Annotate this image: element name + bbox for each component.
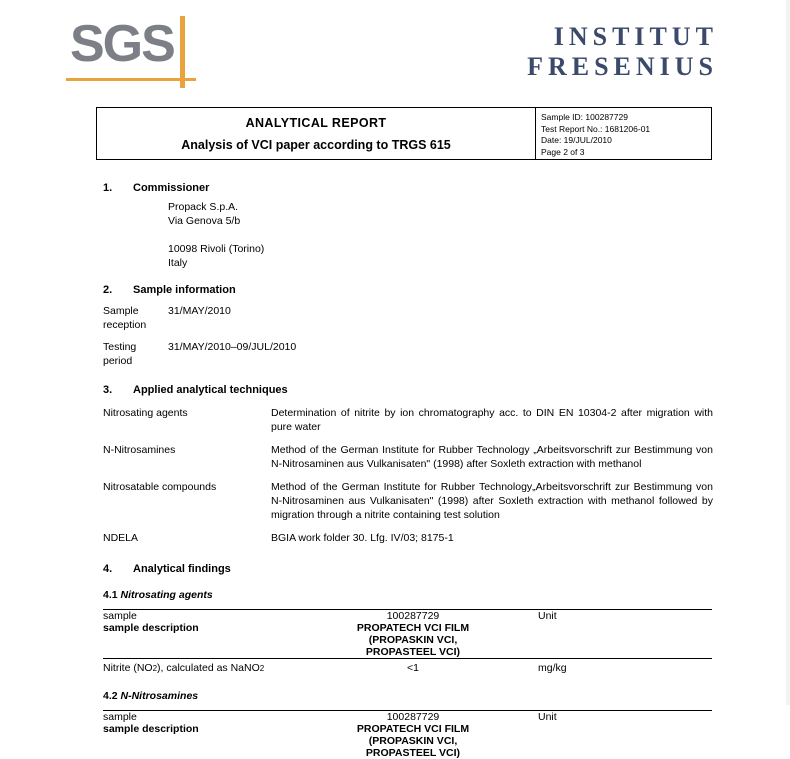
analyte-subscript: 2 bbox=[259, 664, 265, 673]
testing-period-value: 31/MAY/2010–09/JUL/2010 bbox=[168, 341, 297, 353]
table-header-sample-number: 100287729 bbox=[288, 610, 538, 623]
report-date: Date: 19/JUL/2010 bbox=[541, 135, 612, 145]
section-2-number: 2. bbox=[103, 284, 113, 296]
subsection-4-2-title: N-Nitrosamines bbox=[120, 690, 199, 702]
section-findings-heading bbox=[0, 563, 790, 575]
table-row bbox=[103, 622, 712, 659]
technique-value: Method of the German Institute for Rubber Technology„Arbeitsvorschrift zur Bestimmung von N-Nitrosaminen aus Vulkanisaten" (1998) after Soxleth extraction with methanol followed by migration through a nitrite containing test solution bbox=[271, 481, 713, 521]
technique-row bbox=[0, 531, 790, 545]
section-4-number: 4. bbox=[103, 563, 113, 575]
findings-table-2 bbox=[0, 710, 790, 759]
desc-line: PROPATECH VCI FILM bbox=[356, 723, 470, 735]
analyte-name-part2: ), calculated as NaNO bbox=[157, 662, 260, 674]
technique-label: Nitrosating agents bbox=[103, 407, 188, 419]
commissioner-address bbox=[168, 200, 608, 270]
subsection-4-2-heading bbox=[0, 690, 790, 702]
document-header bbox=[0, 0, 790, 92]
section-techniques-heading bbox=[0, 384, 790, 396]
technique-row bbox=[0, 480, 790, 522]
subsection-4-1-heading bbox=[0, 589, 790, 601]
table-row bbox=[103, 610, 712, 623]
analyte-name-part1: Nitrite (NO bbox=[103, 662, 153, 674]
report-title-line2: Analysis of VCI paper according to TRGS 615 bbox=[181, 138, 451, 152]
table-header-sample: sample bbox=[103, 711, 288, 724]
table bbox=[103, 710, 712, 759]
fresenius-label: FRESENIUS bbox=[527, 52, 718, 81]
section-3-title: Applied analytical techniques bbox=[133, 384, 288, 396]
section-1-number: 1. bbox=[103, 182, 113, 194]
subsection-4-1-number: 4.1 bbox=[103, 589, 121, 601]
commissioner-name: Propack S.p.A. bbox=[168, 201, 239, 213]
desc-line: PROPATECH VCI FILM bbox=[356, 622, 470, 634]
section-1-title: Commissioner bbox=[133, 182, 210, 194]
report-title bbox=[97, 108, 535, 159]
findings-table-1 bbox=[0, 609, 790, 677]
table-row bbox=[103, 723, 712, 759]
technique-label: Nitrosatable compounds bbox=[103, 481, 217, 493]
technique-label: N-Nitrosamines bbox=[103, 444, 176, 456]
sample-reception-row bbox=[0, 304, 790, 332]
analyte-result: <1 bbox=[288, 659, 538, 678]
table-header-unit: Unit bbox=[538, 610, 712, 623]
testing-period-row bbox=[0, 340, 790, 368]
desc-line: (PROPASKIN VCI, bbox=[368, 634, 458, 646]
analyte-name bbox=[103, 659, 288, 678]
analyte-subscript: 2 bbox=[152, 664, 158, 673]
commissioner-street: Via Genova 5/b bbox=[168, 215, 241, 227]
spacer bbox=[0, 200, 168, 270]
technique-label: NDELA bbox=[103, 532, 139, 544]
document-body bbox=[0, 170, 790, 759]
institut-fresenius-logo bbox=[527, 22, 718, 82]
commissioner-address-block bbox=[0, 200, 790, 270]
page-number: Page 2 of 3 bbox=[541, 146, 585, 157]
sgs-logo-accent-horizontal bbox=[66, 78, 196, 81]
desc-line: PROPASTEEL VCI) bbox=[365, 646, 461, 658]
section-3-number: 3. bbox=[103, 384, 113, 396]
technique-row bbox=[0, 406, 790, 434]
technique-value: Determination of nitrite by ion chromatography acc. to DIN EN 10304-2 after migration with pure water bbox=[271, 407, 713, 433]
table-header-sample-number: 100287729 bbox=[288, 711, 538, 724]
table-header-sample-description: sample description bbox=[103, 723, 199, 735]
institut-label: INSTITUT bbox=[553, 22, 718, 51]
technique-value: Method of the German Institute for Rubber Technology „Arbeitsvorschrift zur Bestimmung von N-Nitrosaminen aus Vulkanisaten" (1998) after Soxleth extraction with methanol bbox=[271, 444, 713, 470]
table-header-unit-empty bbox=[538, 622, 712, 659]
table-header-sample-description: sample description bbox=[103, 622, 199, 634]
table bbox=[103, 609, 712, 677]
technique-value: BGIA work folder 30. Lfg. IV/03; 8175-1 bbox=[271, 532, 454, 544]
table-row bbox=[103, 711, 712, 724]
desc-line: (PROPASKIN VCI, bbox=[368, 735, 458, 747]
table-header-sample: sample bbox=[103, 610, 288, 623]
section-commissioner-heading bbox=[0, 182, 790, 194]
testing-period-label: Testing period bbox=[103, 341, 137, 367]
commissioner-city: 10098 Rivoli (Torino) bbox=[168, 243, 265, 255]
commissioner-country: Italy bbox=[168, 257, 188, 269]
subsection-4-1-title: Nitrosating agents bbox=[120, 589, 213, 601]
report-title-box bbox=[96, 107, 712, 160]
section-4-title: Analytical findings bbox=[133, 563, 231, 575]
sgs-logo bbox=[62, 15, 202, 80]
section-2-title: Sample information bbox=[133, 284, 236, 296]
table-header-unit-empty bbox=[538, 723, 712, 759]
subsection-4-2-number: 4.2 bbox=[103, 690, 121, 702]
report-title-line1: ANALYTICAL REPORT bbox=[245, 116, 387, 130]
table-header-sample-description-value bbox=[288, 622, 538, 659]
desc-line: PROPASTEEL VCI) bbox=[365, 747, 461, 759]
sample-id: Sample ID: 100287729 bbox=[541, 112, 628, 122]
test-report-no: Test Report No.: 1681206-01 bbox=[541, 123, 651, 134]
report-meta-box bbox=[535, 108, 711, 159]
section-sample-information-heading bbox=[0, 284, 790, 296]
table-row bbox=[103, 659, 712, 678]
table-header-unit: Unit bbox=[538, 711, 712, 724]
analyte-unit: mg/kg bbox=[538, 659, 712, 678]
technique-row bbox=[0, 443, 790, 471]
table-header-sample-description-value bbox=[288, 723, 538, 759]
sample-reception-label: Sample reception bbox=[103, 305, 147, 331]
sample-reception-value: 31/MAY/2010 bbox=[168, 305, 231, 317]
sgs-logo-text: SGS bbox=[70, 15, 174, 73]
